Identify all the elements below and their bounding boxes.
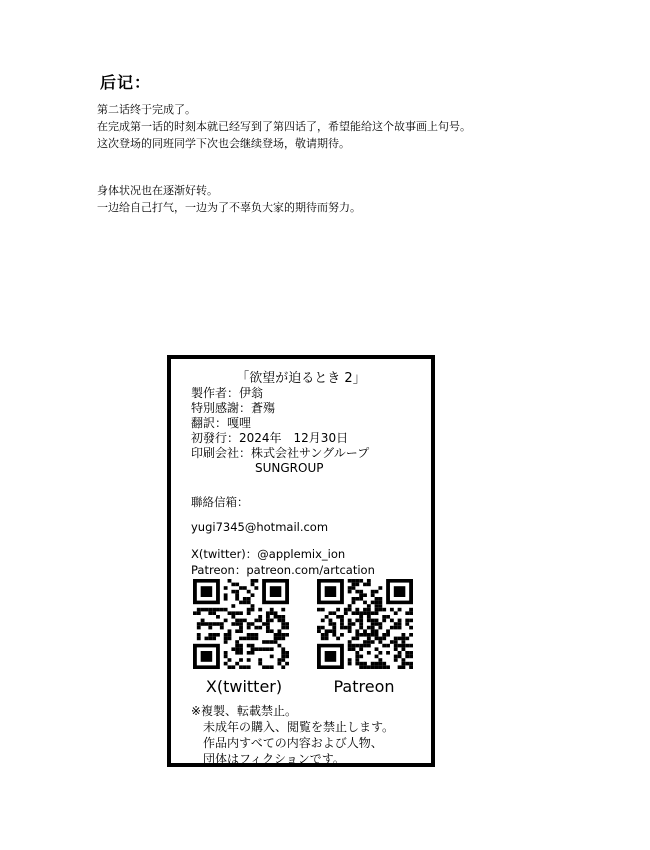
patreon-qr-code[interactable] <box>317 579 413 669</box>
patreon-link[interactable]: Patreon：patreon.com/artcation <box>191 563 375 577</box>
afterword-section <box>97 70 617 216</box>
credits <box>191 386 369 476</box>
book-title: 「欲望が迫るとき 2」 <box>236 371 366 386</box>
printer-line: 印刷会社：株式会社サングループ <box>191 446 370 460</box>
colophon-box <box>167 355 435 767</box>
afterword-line: 一边给自己打气，一边为了不辜负大家的期待而努力。 <box>97 201 361 214</box>
twitter-qr-label: X(twitter) <box>205 677 283 696</box>
twitter-qr-code[interactable] <box>193 579 289 669</box>
contact-info <box>191 494 375 578</box>
printer-en-line: SUNGROUP <box>255 461 324 475</box>
translation-line: 翻訳：嘎哩 <box>191 416 252 430</box>
afterword-title: 后记： <box>100 73 152 92</box>
afterword-line: 这次登场的同班同学下次也会继续登场，敬请期待。 <box>97 137 350 150</box>
notice-line: ※複製、転載禁止。 <box>191 704 298 718</box>
author-line: 製作者：伊翁 <box>191 386 264 400</box>
afterword-line: 身体状况也在逐渐好转。 <box>97 184 218 197</box>
contact-label: 聯絡信箱： <box>191 495 249 509</box>
email-address[interactable]: yugi7345@hotmail.com <box>191 520 329 534</box>
afterword-line: 第二话终于完成了。 <box>97 103 196 116</box>
thanks-line: 特別感謝：蒼殤 <box>191 401 276 415</box>
legal-notice <box>191 703 394 767</box>
notice-line: 作品内すべての内容および人物、 <box>203 736 383 750</box>
notice-line: 未成年の購入、閲覧を禁止します。 <box>203 720 395 734</box>
notice-line: 団体はフィクションです。 <box>203 752 345 766</box>
afterword-line: 在完成第一话的时刻本就已经写到了第四话了，希望能给这个故事画上句号。 <box>97 120 471 133</box>
first-issue-line: 初發行：2024年 12月30日 <box>191 431 349 445</box>
twitter-handle[interactable]: X(twitter)：@applemix_ion <box>191 547 346 561</box>
patreon-qr-label: Patreon <box>333 677 395 696</box>
